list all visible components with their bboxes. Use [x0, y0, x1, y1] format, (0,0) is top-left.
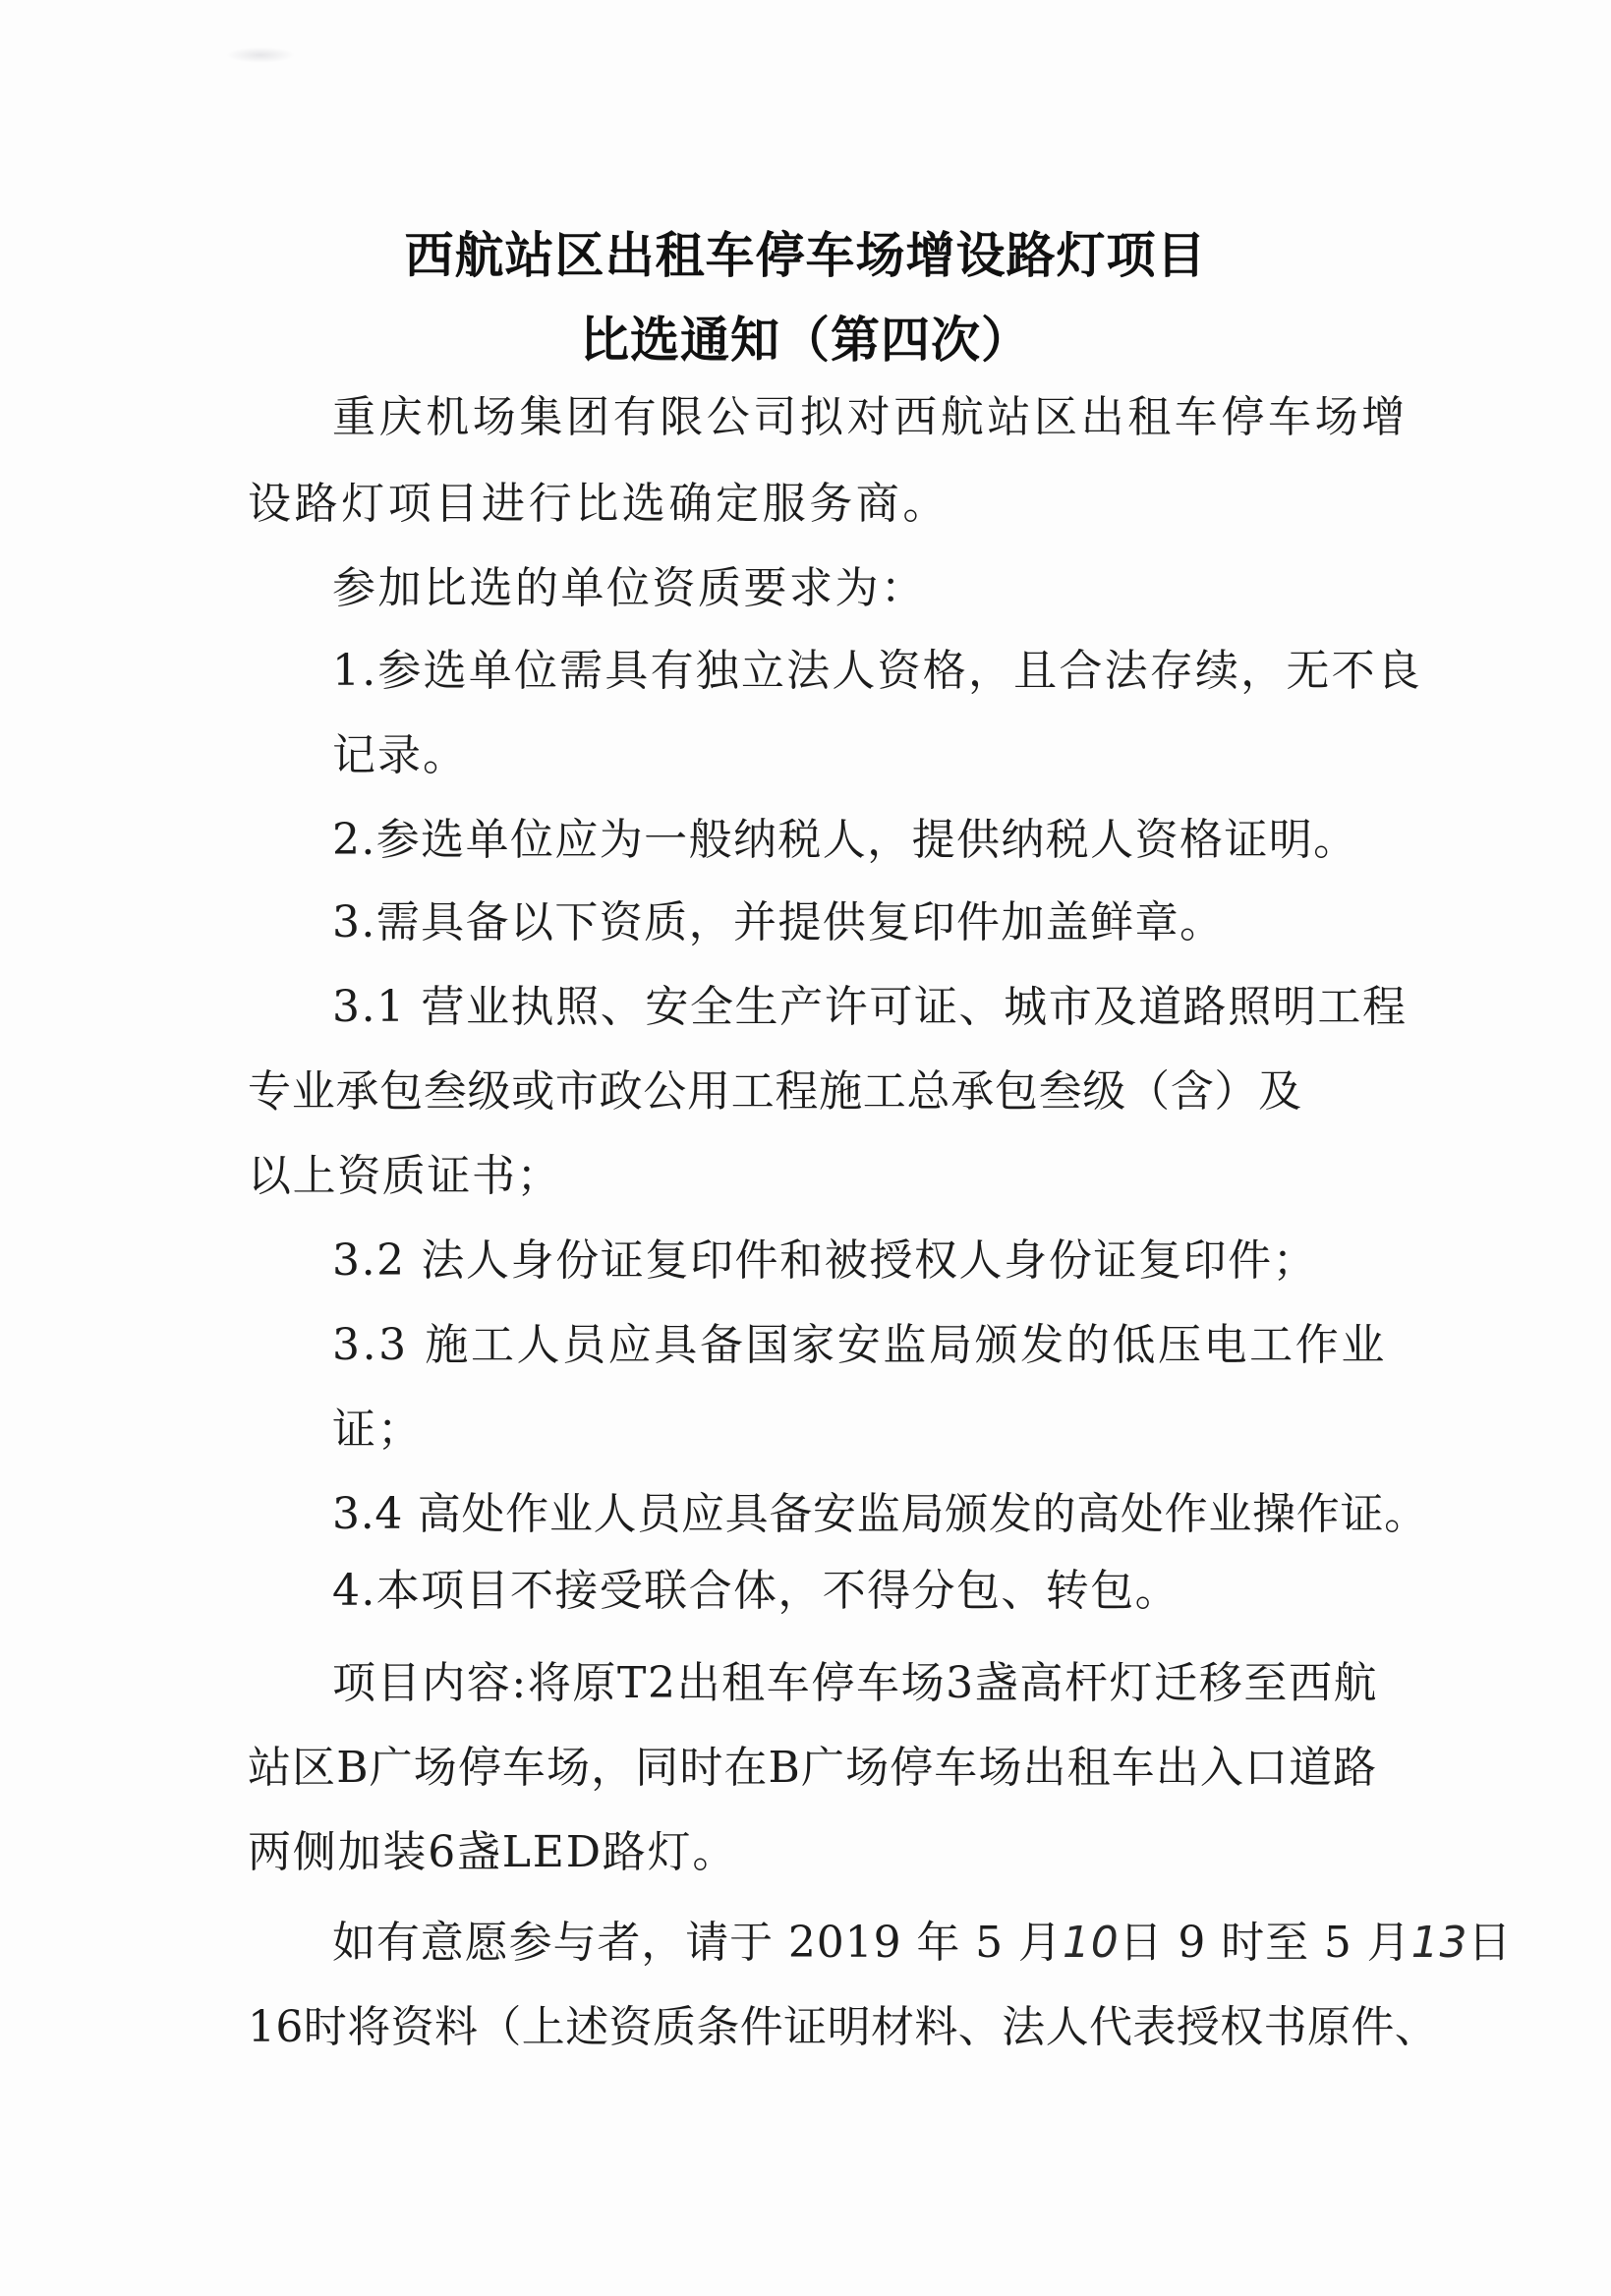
body-line-15: 4.本项目不接受联合体，不得分包、转包。: [332, 1566, 1179, 1616]
deadline-text-part2: 日 9 时至 5 月: [1119, 1918, 1411, 1968]
body-line-last: 16时将资料（上述资质条件证明材料、法人代表授权书原件、: [248, 2002, 1439, 2052]
document-title-line2: 比选通知（第四次）: [580, 312, 1031, 369]
body-line-14: 3.4 高处作业人员应具备安监局颁发的高处作业操作证。: [332, 1489, 1428, 1539]
body-line-17: 站区B广场停车场，同时在B广场停车场出租车出入口道路: [248, 1743, 1378, 1793]
deadline-text-part1: 如有意愿参与者，请于 2019 年 5 月: [332, 1918, 1063, 1968]
body-line-1: 重庆机场集团有限公司拟对西航站区出租车停车场增: [332, 392, 1409, 442]
body-line-16: 项目内容:将原T2出租车停车场3盏高杆灯迁移至西航: [332, 1658, 1379, 1708]
handwritten-start-day: 10: [1062, 1918, 1120, 1968]
body-line-13: 证；: [332, 1405, 423, 1455]
deadline-line: [332, 1918, 1513, 1968]
handwritten-end-day: 13: [1410, 1918, 1468, 1968]
body-line-8: 3.1 营业执照、安全生产许可证、城市及道路照明工程: [332, 982, 1408, 1032]
document-title-line1: 西航站区出租车停车场增设路灯项目: [404, 227, 1207, 284]
body-line-4: 1.参选单位需具有独立法人资格，且合法存续，无不良: [332, 646, 1422, 696]
body-line-5: 记录。: [332, 730, 468, 780]
body-line-18: 两侧加装6盏LED路灯。: [248, 1827, 738, 1877]
body-line-10: 以上资质证书；: [248, 1151, 562, 1201]
body-line-6: 2.参选单位应为一般纳税人，提供纳税人资格证明。: [332, 815, 1358, 865]
body-line-12: 3.3 施工人员应具备国家安监局颁发的低压电工作业: [332, 1320, 1387, 1370]
scan-smudge: [226, 47, 295, 63]
body-line-3: 参加比选的单位资质要求为：: [332, 563, 927, 613]
body-line-2: 设路灯项目进行比选确定服务商。: [248, 479, 949, 529]
body-line-7: 3.需具备以下资质，并提供复印件加盖鲜章。: [332, 897, 1225, 947]
body-line-9: 专业承包叁级或市政公用工程施工总承包叁级（含）及: [248, 1066, 1302, 1117]
body-line-11: 3.2 法人身份证复印件和被授权人身份证复印件；: [332, 1235, 1318, 1286]
deadline-text-part3: 日: [1467, 1918, 1513, 1968]
